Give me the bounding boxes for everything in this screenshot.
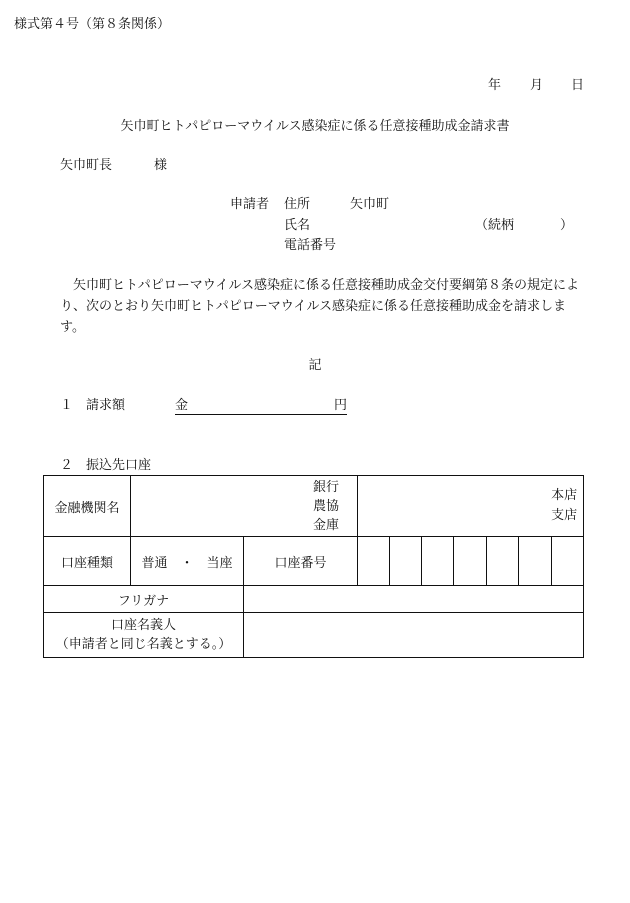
month-label: 月 bbox=[530, 78, 544, 93]
acct-digit-box[interactable] bbox=[552, 537, 584, 586]
holder-value-cell[interactable] bbox=[244, 613, 584, 658]
document-title: 矢巾町ヒトパピローマウイルス感染症に係る任意接種助成金請求書 bbox=[120, 119, 510, 134]
acct-type-value-cell[interactable]: 普通 ・ 当座 bbox=[131, 537, 244, 586]
address-label: 住所 bbox=[284, 197, 311, 212]
request-amount bbox=[60, 398, 347, 414]
acct-number-label-cell: 口座番号 bbox=[244, 537, 358, 586]
acct-type-label-cell: 口座種類 bbox=[44, 537, 131, 586]
ki-heading: 記 bbox=[308, 358, 322, 373]
acct-digit-box[interactable] bbox=[454, 537, 487, 586]
fin-name-cell[interactable] bbox=[131, 476, 358, 537]
amount-prefix: 金 bbox=[175, 398, 189, 413]
addressee bbox=[60, 158, 168, 174]
holder-label-cell bbox=[44, 613, 244, 658]
amount-field[interactable] bbox=[175, 398, 347, 415]
acct-digit-box[interactable] bbox=[358, 537, 390, 586]
bank-account-table bbox=[43, 475, 584, 658]
addressee-honorific: 様 bbox=[154, 158, 168, 173]
addressee-name: 矢巾町長 bbox=[60, 158, 113, 173]
furigana-label-cell: フリガナ bbox=[44, 586, 244, 613]
name-label: 氏名 bbox=[284, 218, 311, 233]
transfer-account-heading: ２ 振込先口座 bbox=[60, 458, 152, 473]
branch-main: 本店 bbox=[551, 488, 578, 503]
acct-digit-box[interactable] bbox=[519, 537, 552, 586]
form-number: 様式第４号（第８条関係） bbox=[14, 17, 171, 32]
holder-label: 口座名義人 bbox=[110, 618, 176, 633]
fin-type-coop: 農協 bbox=[313, 498, 340, 514]
acct-digit-box[interactable] bbox=[390, 537, 422, 586]
year-label: 年 bbox=[488, 78, 502, 93]
branch-cell[interactable] bbox=[358, 476, 584, 537]
request-body: 矢巾町ヒトパピローマウイルス感染症に係る任意接種助成金交付要綱第８条の規定により、次のとおり矢巾町ヒトパピローマウイルス感染症に係る任意接種助成金を請求します。 bbox=[60, 278, 579, 335]
branch-sub: 支店 bbox=[551, 508, 578, 523]
amount-suffix: 円 bbox=[333, 398, 347, 413]
request-amount-label: １ 請求額 bbox=[60, 398, 126, 413]
address-value: 矢巾町 bbox=[350, 197, 390, 212]
holder-note: （申請者と同じ名義とする。） bbox=[55, 637, 232, 652]
fin-type-bank: 銀行 bbox=[313, 479, 340, 495]
fin-type-shinkin: 金庫 bbox=[313, 517, 340, 533]
applicant-label: 申請者 bbox=[230, 197, 270, 212]
relation-open: （続柄 bbox=[475, 218, 515, 233]
fin-label-cell: 金融機関名 bbox=[44, 476, 131, 537]
relation-close: ） bbox=[560, 218, 574, 233]
acct-digit-box[interactable] bbox=[422, 537, 454, 586]
day-label: 日 bbox=[571, 78, 585, 93]
furigana-value-cell[interactable] bbox=[244, 586, 584, 613]
phone-label: 電話番号 bbox=[284, 238, 337, 253]
acct-digit-box[interactable] bbox=[487, 537, 519, 586]
